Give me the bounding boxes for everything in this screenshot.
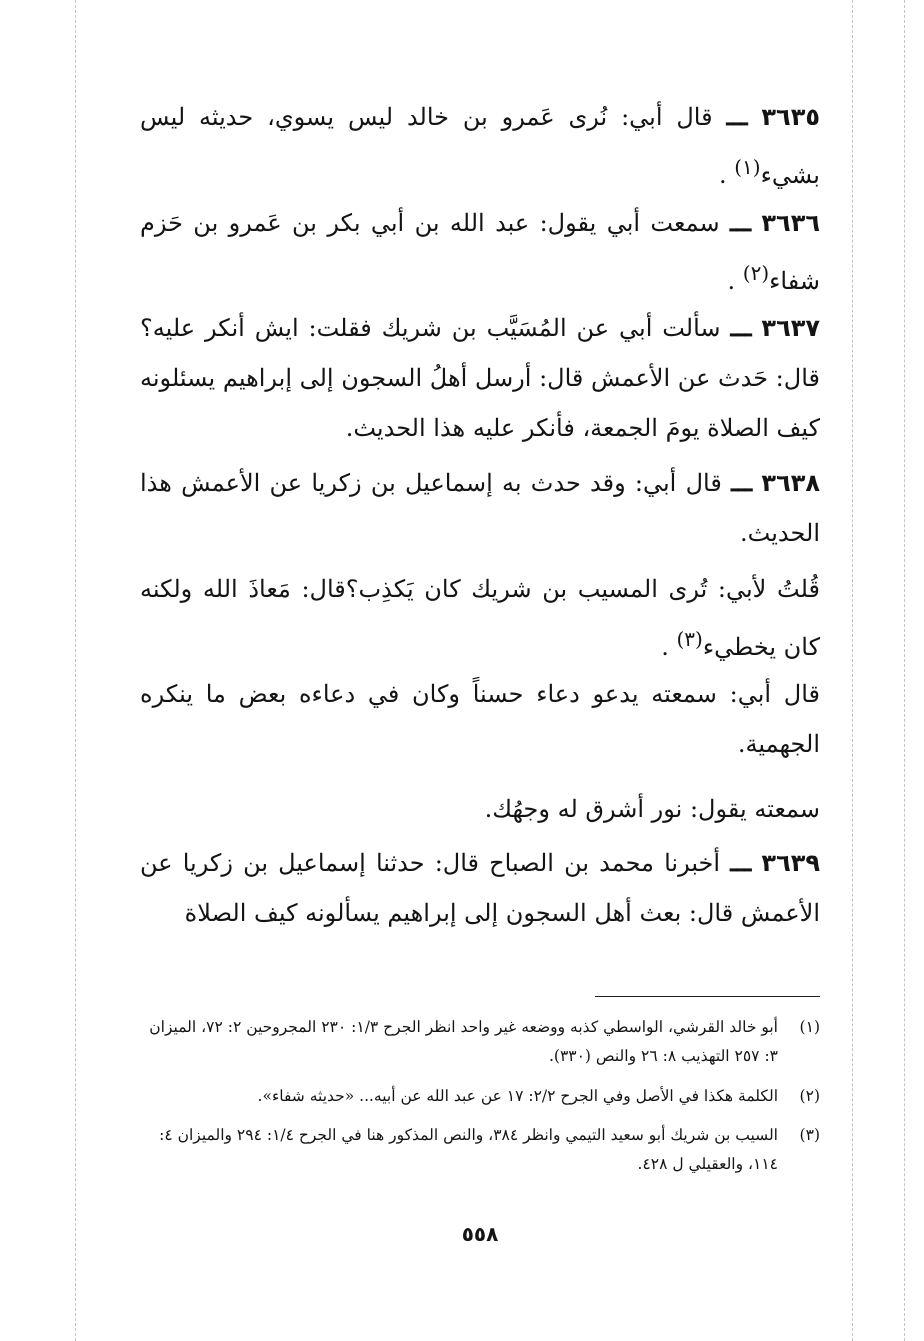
entry-number: ٣٦٣٧ (761, 314, 821, 342)
entry-number: ٣٦٣٨ (761, 469, 821, 497)
footnote-mark: (٢) (799, 1087, 820, 1105)
footnote-text: أبو خالد القرشي، الواسطي كذبه ووضعه غير واحد انظر الجرح ١/٣: ٢٣٠ المجروحين ٢: ٧٢، الميزان ٣: ٢٥٧ التهذيب ٨: ٢٦ والنص (٣٣٠). (149, 1018, 778, 1065)
paragraph-nur (140, 784, 820, 834)
footnote-3 (140, 1121, 820, 1179)
footnote-2 (140, 1082, 820, 1111)
paragraph-text: سمعته يقول: نور أشرق له وجهُك. (484, 795, 820, 823)
footnote-ref[interactable]: (٣) (676, 627, 703, 651)
entry-dash: ـــ (731, 468, 753, 497)
entry-end: . (661, 633, 669, 661)
footnote-ref[interactable]: (٢) (742, 261, 770, 285)
entry-dash: ـــ (730, 848, 752, 877)
entry-3636 (140, 198, 820, 306)
entry-3635 (140, 92, 820, 200)
margin-guide-outer (904, 0, 905, 1341)
paragraph-text: قُلتُ لأبي: تُرى المسيب بن شريك كان يَكذِب؟قال: مَعاذَ الله ولكنه كان يخطيء (140, 575, 820, 661)
entry-dash: ـــ (726, 102, 748, 131)
footnote-mark: (١) (799, 1018, 820, 1036)
margin-guide-left (75, 0, 76, 1341)
entry-text: قال أبي: وقد حدث به إسماعيل بن زكريا عن الأعمش هذا الحديث. (140, 469, 820, 547)
entry-number: ٣٦٣٦ (761, 209, 820, 237)
footnote-mark: (٣) (799, 1126, 820, 1144)
paragraph-dua (140, 669, 820, 769)
margin-guide-right (852, 0, 853, 1341)
entry-number: ٣٦٣٩ (761, 849, 821, 877)
entry-3638 (140, 458, 820, 558)
entry-dash: ـــ (730, 313, 752, 342)
entry-end: . (718, 161, 727, 189)
footnote-text: الكلمة هكذا في الأصل وفي الجرح ٢/٢: ١٧ عن عبد الله عن أبيه... «حديثه شفاء». (257, 1087, 778, 1105)
entry-text: سألت أبي عن المُسَيَّب بن شريك فقلت: ايش أنكر عليه؟ قال: حَدث عن الأعمش قال: أرسل أهلُ السجون إلى إبراهيم يسئلونه كيف الصلاة يومَ الجمعة، فأنكر عليه هذا الحديث. (140, 314, 820, 442)
footnote-1 (140, 1013, 820, 1071)
footnote-text: السيب بن شريك أبو سعيد التيمي وانظر ٣٨٤، والنص المذكور هنا في الجرح ١/٤: ٢٩٤ والميزان ٤: ١١٤، والعقيلي ل ٤٢٨. (159, 1126, 778, 1173)
entry-text: قال أبي: نُرى عَمرو بن خالد ليس يسوي، حديثه ليس بشيء (140, 103, 820, 189)
paragraph-question (140, 564, 820, 672)
footnote-ref[interactable]: (١) (734, 155, 761, 179)
entry-text: أخبرنا محمد بن الصباح قال: حدثنا إسماعيل بن زكريا عن الأعمش قال: بعث أهل السجون إلى إبراهيم يسألونه كيف الصلاة (140, 849, 820, 927)
page-number: ٥٥٨ (461, 1222, 499, 1246)
entry-text: سمعت أبي يقول: عبد الله بن أبي بكر بن عَمرو بن حَزم شفاء (140, 209, 820, 295)
book-page (140, 0, 820, 1341)
entry-3637 (140, 303, 820, 453)
paragraph-text: قال أبي: سمعته يدعو دعاء حسناً وكان في دعاءه بعض ما ينكره الجهمية. (140, 680, 820, 758)
entry-3639 (140, 838, 820, 938)
entry-dash: ـــ (729, 208, 752, 237)
footnote-separator (595, 996, 820, 997)
entry-number: ٣٦٣٥ (761, 103, 820, 131)
entry-end: . (727, 267, 736, 295)
